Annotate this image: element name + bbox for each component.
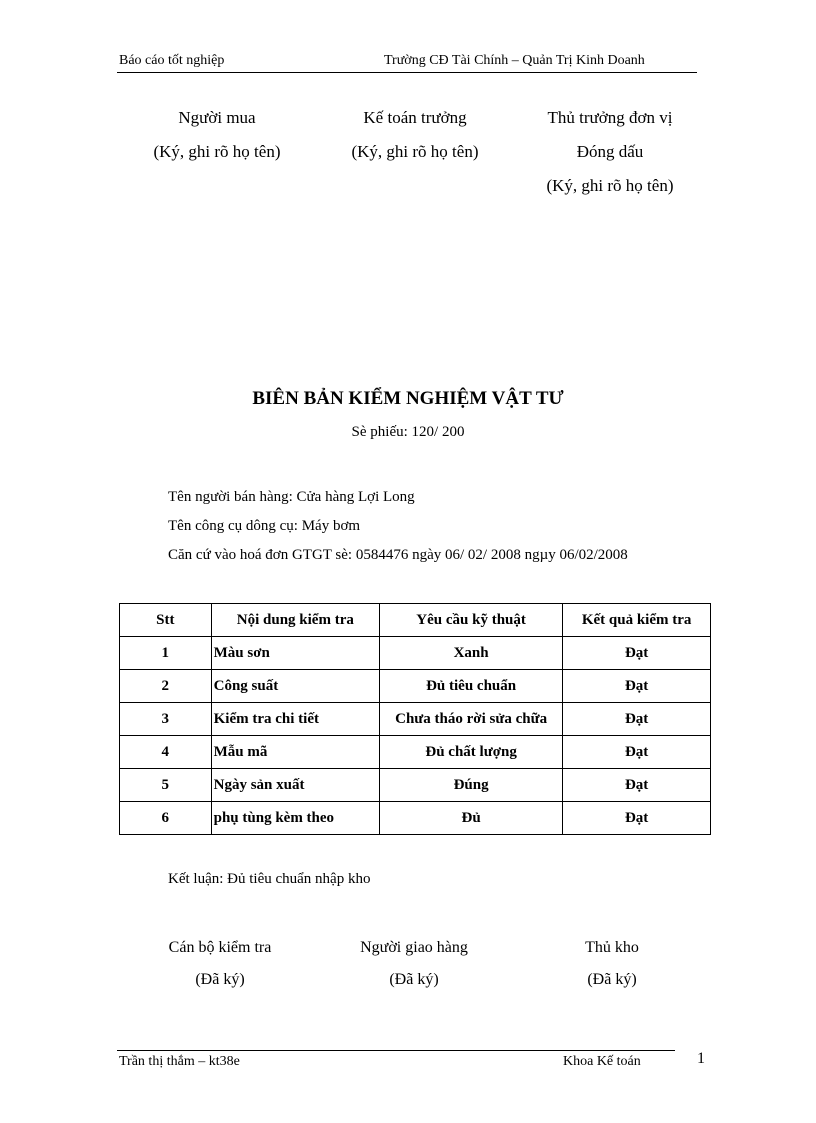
signature-role: Người giao hàng: [360, 939, 468, 956]
table-cell: Đủ chất lượng: [380, 736, 563, 769]
header-divider: [117, 72, 697, 73]
table-cell: Kiểm tra chi tiết: [211, 703, 379, 736]
table-cell: Đạt: [563, 802, 711, 835]
table-cell: Đạt: [563, 703, 711, 736]
invoice-basis-line: Căn cứ vào hoá đơn GTGT sè: 0584476 ngày 06/ 02/ 2008 ngµy 06/02/2008: [168, 547, 628, 563]
signature-role: Thủ trưởng đơn vị: [547, 108, 673, 127]
table-cell: Đạt: [563, 670, 711, 703]
table-header-row: [120, 604, 711, 637]
table-cell: 1: [120, 637, 212, 670]
table-cell: Đúng: [380, 769, 563, 802]
conclusion-text: Kết luận: Đủ tiêu chuẩn nhập kho: [168, 871, 371, 887]
table-header-cell: Kết quả kiểm tra: [563, 604, 711, 637]
footer-author: Trần thị thắm – kt38e: [119, 1054, 240, 1069]
table-cell: Đạt: [563, 769, 711, 802]
table-cell: Mẫu mã: [211, 736, 379, 769]
table-cell: Đủ: [380, 802, 563, 835]
signature-chief-accountant: [315, 101, 515, 169]
table-row: [120, 637, 711, 670]
header-left-text: Báo cáo tốt nghiệp: [119, 53, 225, 68]
signature-note: (Ký, ghi rõ họ tên): [351, 142, 479, 161]
table-cell: Màu sơn: [211, 637, 379, 670]
table-header-cell: Nội dung kiểm tra: [211, 604, 379, 637]
tool-line: Tên công cụ dông cụ: Máy bơm: [168, 518, 361, 534]
table-cell: 5: [120, 769, 212, 802]
header-right-text: Trường CĐ Tài Chính – Quản Trị Kinh Doanh: [384, 53, 645, 68]
table-header-cell: Yêu cầu kỹ thuật: [380, 604, 563, 637]
table-cell: Chưa tháo rời sửa chữa: [380, 703, 563, 736]
table-row: [120, 802, 711, 835]
page-number: 1: [697, 1050, 705, 1067]
table-cell: 2: [120, 670, 212, 703]
table-cell: phụ tùng kèm theo: [211, 802, 379, 835]
table-row: [120, 703, 711, 736]
signature-note: (Đã ký): [587, 971, 637, 988]
signature-deliverer: [334, 932, 494, 996]
signature-storekeeper: [532, 932, 692, 996]
signature-role: Cán bộ kiểm tra: [168, 939, 272, 956]
document-title: BIÊN BẢN KIỂM NGHIỆM VẬT TƯ: [252, 388, 564, 409]
table-cell: 6: [120, 802, 212, 835]
signature-head-of-unit: [510, 101, 710, 203]
table-cell: Công suất: [211, 670, 379, 703]
table-cell: Đạt: [563, 736, 711, 769]
signature-role: Kế toán trưởng: [363, 108, 467, 127]
signature-role: Người mua: [178, 108, 256, 127]
table-cell: 3: [120, 703, 212, 736]
signature-role: Thủ kho: [585, 939, 639, 956]
signature-note: (Ký, ghi rõ họ tên): [153, 142, 281, 161]
signature-note: (Đã ký): [195, 971, 245, 988]
table-cell: 4: [120, 736, 212, 769]
table-cell: Đạt: [563, 637, 711, 670]
table-cell: Xanh: [380, 637, 563, 670]
seller-line: Tên người bán hàng: Cửa hàng Lợi Long: [168, 489, 415, 505]
signature-note: (Đã ký): [389, 971, 439, 988]
table-row: [120, 736, 711, 769]
signature-extra: (Ký, ghi rõ họ tên): [546, 176, 674, 195]
footer-department: Khoa Kế toán: [563, 1054, 641, 1069]
signature-inspector: [140, 932, 300, 996]
table-row: [120, 769, 711, 802]
table-row: [120, 670, 711, 703]
table-cell: Đủ tiêu chuẩn: [380, 670, 563, 703]
document-number: Sè phiếu: 120/ 200: [351, 424, 465, 440]
footer-divider: [117, 1050, 675, 1051]
signature-note: Đóng dấu: [576, 142, 644, 161]
table-cell: Ngày sản xuất: [211, 769, 379, 802]
signature-buyer: [117, 101, 317, 169]
inspection-table: [119, 603, 711, 835]
table-header-cell: Stt: [120, 604, 212, 637]
